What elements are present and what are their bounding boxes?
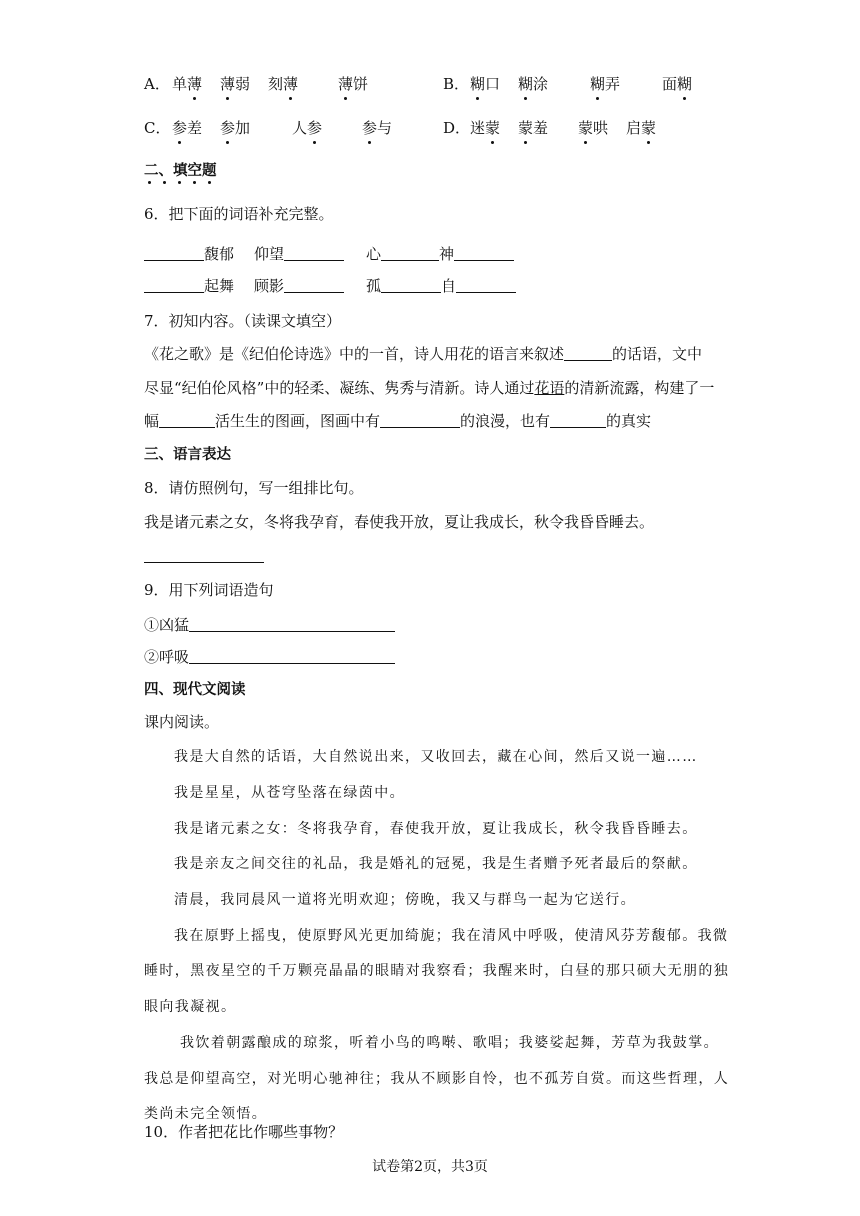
question-9-item-1 xyxy=(144,614,395,636)
question-6-stem: 6．把下面的词语补充完整。 xyxy=(144,205,334,223)
section-heading-fill-in xyxy=(144,160,217,182)
word-part: 神 xyxy=(439,245,455,263)
option-c-word-2: 参加 xyxy=(220,119,251,137)
option-b-word-2: 糊涂 xyxy=(518,75,549,93)
word-part: 心 xyxy=(366,245,382,263)
option-d-word-2: 蒙羞 xyxy=(518,119,549,137)
option-b-word-4: 面糊 xyxy=(662,75,693,93)
option-a-word-4: 薄饼 xyxy=(338,75,369,93)
section-heading-reading: 四、现代文阅读 xyxy=(144,682,246,698)
question-7-line-2 xyxy=(144,377,714,399)
option-d-word-1: 迷蒙 xyxy=(470,119,501,137)
question-8-example: 我是诸元素之女，冬将我孕育，春使我开放，夏让我成长，秋令我昏昏睡去。 xyxy=(144,513,655,531)
word-part: 馥郁 xyxy=(204,245,235,263)
word-part: 自 xyxy=(441,277,457,295)
reading-paragraph-6-line-2: 睡时，黑夜星空的千万颗亮晶晶的眼睛对我察看；我醒来时，白昼的那只硕大无朋的独 xyxy=(144,963,730,979)
option-a-label: A． xyxy=(144,75,170,93)
question-6-item xyxy=(366,243,514,265)
option-a-word-3: 刻薄 xyxy=(268,75,299,93)
option-a xyxy=(144,73,170,95)
option-d-word-4: 启蒙 xyxy=(626,119,657,137)
text-segment: 幅 xyxy=(144,412,160,430)
reading-paragraph-6-line-3: 眼向我凝视。 xyxy=(144,999,237,1015)
option-d-label: D． xyxy=(443,119,471,137)
underlined-term: 花语 xyxy=(534,379,565,397)
answer-blank[interactable] xyxy=(284,276,344,293)
question-6-row-1 xyxy=(144,243,234,265)
reading-paragraph-1: 我是大自然的话语，大自然说出来，又收回去，藏在心间，然后又说一遍…… xyxy=(174,749,698,765)
option-c-word-4: 参与 xyxy=(362,119,393,137)
reading-paragraph-3: 我是诸元素之女：冬将我孕育，春使我开放，夏让我成长，秋令我昏昏睡去。 xyxy=(174,821,698,837)
text-segment: 《花之歌》是《纪伯伦诗选》中的一首，诗人用花的语言来叙述 xyxy=(144,345,565,363)
section-heading-language-expression: 三、语言表达 xyxy=(144,447,231,463)
reading-paragraph-7-line-1: 我饮着朝露酿成的琼浆，听着小鸟的鸣啭、歌唱；我婆娑起舞，芳草为我鼓掌。 xyxy=(180,1035,719,1051)
reading-paragraph-2: 我是星星，从苍穹坠落在绿茵中。 xyxy=(174,785,405,801)
word-part: 仰望 xyxy=(254,245,285,263)
answer-blank[interactable] xyxy=(564,344,612,361)
answer-blank[interactable] xyxy=(144,276,204,293)
question-9-stem: 9．用下列词语造句 xyxy=(144,581,274,599)
reading-paragraph-4: 我是亲友之间交往的礼品，我是婚礼的冠冕，我是生者赠予死者最后的祭献。 xyxy=(174,856,698,872)
option-c-word-1: 参差 xyxy=(172,119,203,137)
word-prompt: ①凶猛 xyxy=(144,616,190,634)
page-footer: 试卷第2页，共3页 xyxy=(372,1159,488,1175)
section-number: 二、 xyxy=(144,163,173,179)
word-part: 顾影 xyxy=(254,277,285,295)
question-6-item xyxy=(254,243,344,265)
answer-blank[interactable] xyxy=(189,615,395,632)
text-segment: 的话语，文中 xyxy=(612,345,703,363)
answer-blank[interactable] xyxy=(284,244,344,261)
reading-paragraph-7-line-2: 我总是仰望高空，对光明心驰神往；我从不顾影自怜，也不孤芳自赏。而这些哲理，人 xyxy=(144,1071,730,1087)
question-6-row-2 xyxy=(144,275,234,297)
word-prompt: ②呼吸 xyxy=(144,648,190,666)
text-segment: 的清新流露，构建了一 xyxy=(564,379,715,397)
question-7-line-1 xyxy=(144,343,702,365)
question-7-line-3 xyxy=(144,410,651,432)
question-8-stem: 8．请仿照例句，写一组排比句。 xyxy=(144,479,364,497)
answer-blank[interactable] xyxy=(454,244,514,261)
option-b-label: B． xyxy=(443,75,470,93)
reading-paragraph-6-line-1: 我在原野上摇曳，使原野风光更加绮旎；我在清风中呼吸，使清风芬芳馥郁。我微 xyxy=(174,928,729,944)
answer-blank[interactable] xyxy=(550,411,606,428)
option-c-label: C． xyxy=(144,119,171,137)
answer-blank[interactable] xyxy=(189,647,395,664)
question-10-stem: 10．作者把花比作哪些事物？ xyxy=(144,1123,344,1141)
answer-blank[interactable] xyxy=(380,411,460,428)
text-segment: 的浪漫，也有 xyxy=(460,412,551,430)
answer-blank[interactable] xyxy=(144,546,264,563)
reading-paragraph-7-line-3: 类尚未完全领悟。 xyxy=(144,1106,268,1122)
text-segment: 的真实 xyxy=(606,412,652,430)
reading-paragraph-5: 清晨，我同晨风一道将光明欢迎；傍晚，我又与群鸟一起为它送行。 xyxy=(174,892,636,908)
option-d-word-3: 蒙哄 xyxy=(578,119,609,137)
option-c-word-3: 人参 xyxy=(292,119,323,137)
section-title: 填空题 xyxy=(173,163,217,179)
word-part: 起舞 xyxy=(204,277,235,295)
answer-blank[interactable] xyxy=(159,411,215,428)
option-a-word-1: 单薄 xyxy=(172,75,203,93)
reading-intro: 课内阅读。 xyxy=(144,713,220,731)
question-7-stem: 7．初知内容。（读课文填空） xyxy=(144,312,342,330)
question-6-item xyxy=(366,275,516,297)
question-6-item xyxy=(254,275,344,297)
answer-blank[interactable] xyxy=(144,244,204,261)
answer-blank[interactable] xyxy=(381,244,439,261)
answer-blank[interactable] xyxy=(456,276,516,293)
option-b-word-3: 糊弄 xyxy=(590,75,621,93)
word-part: 孤 xyxy=(366,277,382,295)
option-b-word-1: 糊口 xyxy=(470,75,501,93)
option-a-word-2: 薄弱 xyxy=(220,75,251,93)
text-segment: 尽显“纪伯伦风格”中的轻柔、凝练、隽秀与清新。诗人通过 xyxy=(144,379,535,397)
question-9-item-2 xyxy=(144,646,395,668)
answer-blank[interactable] xyxy=(381,276,441,293)
text-segment: 活生生的图画，图画中有 xyxy=(215,412,381,430)
